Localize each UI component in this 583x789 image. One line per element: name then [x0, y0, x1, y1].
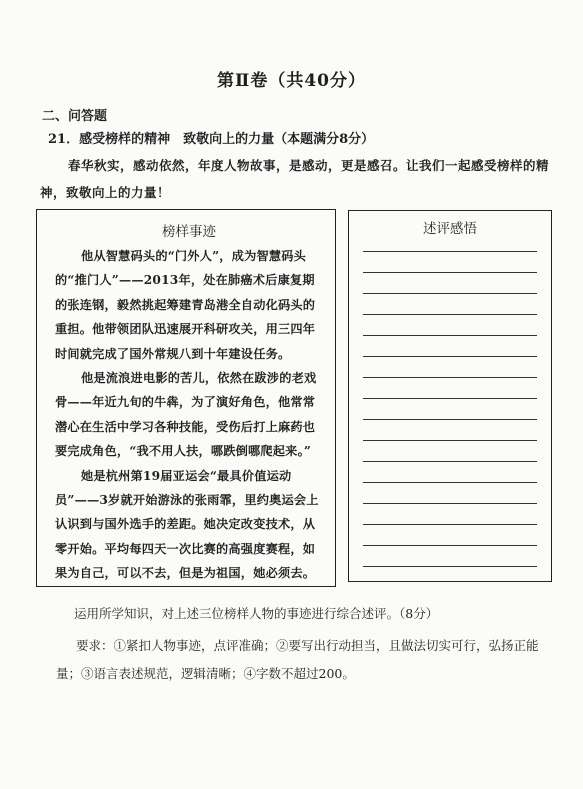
commentary-answer-title: 述评感悟 [423, 221, 477, 237]
story-paragraph-zhang-yufei: 她是杭州第19届亚运会“最具价值运动员”——3岁就开始游泳的张雨霏，里约奥运会上认识到与国外选手的差距。她决定改变技术，从零开始。平均每四天一次比赛的高强度赛程，如果为自己，可以不去，但是为祖国，她必须去。 [55, 468, 319, 581]
answer-line[interactable] [363, 461, 537, 462]
answer-line[interactable] [363, 314, 537, 315]
answer-line[interactable] [363, 566, 537, 567]
answer-line[interactable] [363, 440, 537, 441]
task-requirements: 要求：①紧扣人物事迹，点评准确；②要写出行动担当，且做法切实可行，弘扬正能量；③语言表述规范，逻辑清晰；④字数不超过200。 [56, 638, 539, 681]
task-instruction: 运用所学知识，对上述三位榜样人物的事迹进行综合述评。（8分） [74, 606, 439, 621]
answer-line[interactable] [363, 524, 537, 525]
question-intro: 春华秋实，感动依然，年度人物故事，是感动，更是感召。让我们一起感受榜样的精神，致敬向上的力量！ [40, 158, 550, 200]
story-paragraph-zhang-liangang: 他从智慧码头的“门外人”，成为智慧码头的“推门人”——2013年，处在肺癌术后康复期的张连钢，毅然挑起筹建青岛港全自动化码头的重担。他带领团队迅速展开科研攻关，用三四年时间就完成了国外常规八到十年建设任务。 [55, 249, 316, 361]
answer-line[interactable] [363, 335, 537, 336]
role-model-stories-box [36, 209, 336, 587]
answer-line[interactable] [363, 272, 537, 273]
answer-line[interactable] [363, 293, 537, 294]
commentary-answer-box[interactable] [348, 210, 552, 582]
answer-line[interactable] [363, 545, 537, 546]
question-title: 21．感受榜样的精神 致敬向上的力量（本题满分8分） [48, 132, 375, 147]
answer-line[interactable] [363, 482, 537, 483]
answer-line[interactable] [363, 503, 537, 504]
role-model-stories-title: 榜样事迹 [162, 224, 216, 240]
story-paragraph-niu-ben: 他是流浪进电影的苦儿，依然在跋涉的老戏骨——年近九旬的牛犇，为了演好角色，他常常潜心在生活中学习各种技能，受伤后打上麻药也要完成角色，“我不用人扶，哪跌倒哪爬起来。” [55, 371, 317, 459]
answer-line[interactable] [363, 356, 537, 357]
section-heading: 二、问答题 [42, 109, 108, 124]
answer-line[interactable] [363, 251, 537, 252]
answer-line[interactable] [363, 398, 537, 399]
page-title: 第Ⅱ卷（共40分） [217, 71, 366, 91]
answer-line[interactable] [363, 377, 537, 378]
answer-line[interactable] [363, 419, 537, 420]
